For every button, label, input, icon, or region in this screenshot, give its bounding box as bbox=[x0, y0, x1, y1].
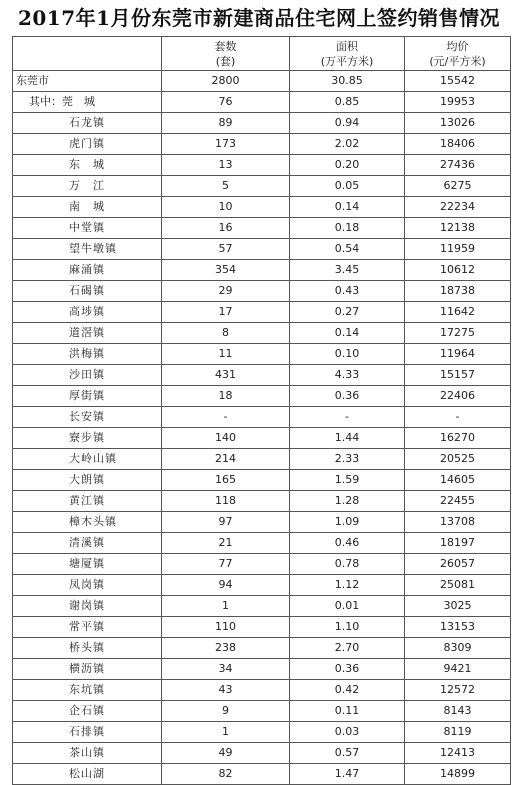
price-cell: 13153 bbox=[405, 617, 511, 638]
table-row bbox=[13, 155, 511, 176]
header-area-label: 面积 bbox=[336, 39, 358, 53]
area-cell: 0.85 bbox=[290, 92, 405, 113]
table-row bbox=[13, 92, 511, 113]
price-cell: 27436 bbox=[405, 155, 511, 176]
header-units bbox=[162, 37, 290, 71]
region-name-cell: 道滘镇 bbox=[13, 323, 162, 344]
area-cell: 2.33 bbox=[290, 449, 405, 470]
table-row bbox=[13, 407, 511, 428]
units-cell: 77 bbox=[162, 554, 290, 575]
region-name-cell: 石龙镇 bbox=[13, 113, 162, 134]
header-area bbox=[290, 37, 405, 71]
price-cell: 15542 bbox=[405, 71, 511, 92]
units-cell: 18 bbox=[162, 386, 290, 407]
table-row bbox=[13, 302, 511, 323]
area-cell: 1.47 bbox=[290, 764, 405, 785]
table-row bbox=[13, 638, 511, 659]
table-row bbox=[13, 533, 511, 554]
price-cell: 6275 bbox=[405, 176, 511, 197]
table-row bbox=[13, 659, 511, 680]
header-price bbox=[405, 37, 511, 71]
area-cell: 0.18 bbox=[290, 218, 405, 239]
table-row bbox=[13, 764, 511, 785]
units-cell: 173 bbox=[162, 134, 290, 155]
area-cell: 0.57 bbox=[290, 743, 405, 764]
price-cell: 8119 bbox=[405, 722, 511, 743]
table-row bbox=[13, 386, 511, 407]
region-name-cell: 沙田镇 bbox=[13, 365, 162, 386]
region-name-cell: 桥头镇 bbox=[13, 638, 162, 659]
region-name-cell: 麻涌镇 bbox=[13, 260, 162, 281]
price-cell: 12138 bbox=[405, 218, 511, 239]
units-cell: 17 bbox=[162, 302, 290, 323]
table-row bbox=[13, 743, 511, 764]
region-name-cell: 黄江镇 bbox=[13, 491, 162, 512]
area-cell: 30.85 bbox=[290, 71, 405, 92]
price-cell: 13026 bbox=[405, 113, 511, 134]
table-row bbox=[13, 176, 511, 197]
area-cell: 0.54 bbox=[290, 239, 405, 260]
region-name-cell: 企石镇 bbox=[13, 701, 162, 722]
price-cell: 3025 bbox=[405, 596, 511, 617]
table-row bbox=[13, 113, 511, 134]
region-name-cell: 横沥镇 bbox=[13, 659, 162, 680]
table-row bbox=[13, 701, 511, 722]
table-row bbox=[13, 260, 511, 281]
table-row bbox=[13, 449, 511, 470]
area-cell: 0.10 bbox=[290, 344, 405, 365]
area-cell: 0.46 bbox=[290, 533, 405, 554]
table-row bbox=[13, 134, 511, 155]
units-cell: - bbox=[162, 407, 290, 428]
units-cell: 140 bbox=[162, 428, 290, 449]
region-name-cell: 中堂镇 bbox=[13, 218, 162, 239]
table-row bbox=[13, 344, 511, 365]
header-area-unit: (万平方米) bbox=[320, 54, 374, 68]
area-cell: 0.42 bbox=[290, 680, 405, 701]
area-cell: 1.10 bbox=[290, 617, 405, 638]
table-row bbox=[13, 575, 511, 596]
units-cell: 94 bbox=[162, 575, 290, 596]
price-cell: 12413 bbox=[405, 743, 511, 764]
area-cell: 1.09 bbox=[290, 512, 405, 533]
units-cell: 11 bbox=[162, 344, 290, 365]
region-name-cell: 东莞市 bbox=[13, 71, 162, 92]
units-cell: 89 bbox=[162, 113, 290, 134]
price-cell: 18197 bbox=[405, 533, 511, 554]
table-row bbox=[13, 197, 511, 218]
area-cell: 0.03 bbox=[290, 722, 405, 743]
table-row bbox=[13, 71, 511, 92]
price-cell: 14899 bbox=[405, 764, 511, 785]
area-cell: 3.45 bbox=[290, 260, 405, 281]
price-cell: 11642 bbox=[405, 302, 511, 323]
table-row bbox=[13, 428, 511, 449]
region-name-cell: 洪梅镇 bbox=[13, 344, 162, 365]
units-cell: 214 bbox=[162, 449, 290, 470]
header-units-unit: (套) bbox=[215, 54, 236, 68]
price-cell: 10612 bbox=[405, 260, 511, 281]
units-cell: 21 bbox=[162, 533, 290, 554]
units-cell: 118 bbox=[162, 491, 290, 512]
price-cell: 25081 bbox=[405, 575, 511, 596]
header-units-label: 套数 bbox=[214, 39, 237, 53]
table-header-row bbox=[13, 37, 511, 71]
region-name-cell: 凤岗镇 bbox=[13, 575, 162, 596]
units-cell: 13 bbox=[162, 155, 290, 176]
table-row bbox=[13, 554, 511, 575]
region-name-cell: 清溪镇 bbox=[13, 533, 162, 554]
table-row bbox=[13, 596, 511, 617]
price-cell: 18738 bbox=[405, 281, 511, 302]
region-name-cell: 厚街镇 bbox=[13, 386, 162, 407]
region-name-cell: 谢岗镇 bbox=[13, 596, 162, 617]
price-cell: 22234 bbox=[405, 197, 511, 218]
units-cell: 238 bbox=[162, 638, 290, 659]
region-name-cell: 虎门镇 bbox=[13, 134, 162, 155]
units-cell: 34 bbox=[162, 659, 290, 680]
units-cell: 49 bbox=[162, 743, 290, 764]
region-name-cell: 高埗镇 bbox=[13, 302, 162, 323]
region-name-cell: 寮步镇 bbox=[13, 428, 162, 449]
region-name-cell: 其中：莞 城 bbox=[13, 92, 162, 113]
price-cell: 8309 bbox=[405, 638, 511, 659]
area-cell: 1.59 bbox=[290, 470, 405, 491]
units-cell: 1 bbox=[162, 596, 290, 617]
region-name-cell: 望牛墩镇 bbox=[13, 239, 162, 260]
area-cell: 1.12 bbox=[290, 575, 405, 596]
region-name-cell: 大岭山镇 bbox=[13, 449, 162, 470]
price-cell: - bbox=[405, 407, 511, 428]
area-cell: 4.33 bbox=[290, 365, 405, 386]
area-cell: 2.02 bbox=[290, 134, 405, 155]
units-cell: 16 bbox=[162, 218, 290, 239]
area-cell: - bbox=[290, 407, 405, 428]
units-cell: 354 bbox=[162, 260, 290, 281]
units-cell: 97 bbox=[162, 512, 290, 533]
price-cell: 12572 bbox=[405, 680, 511, 701]
price-cell: 22455 bbox=[405, 491, 511, 512]
area-cell: 0.14 bbox=[290, 323, 405, 344]
area-cell: 0.14 bbox=[290, 197, 405, 218]
area-cell: 0.36 bbox=[290, 659, 405, 680]
price-cell: 14605 bbox=[405, 470, 511, 491]
units-cell: 2800 bbox=[162, 71, 290, 92]
units-cell: 8 bbox=[162, 323, 290, 344]
price-cell: 22406 bbox=[405, 386, 511, 407]
region-name-cell: 南 城 bbox=[13, 197, 162, 218]
area-cell: 0.43 bbox=[290, 281, 405, 302]
area-cell: 1.28 bbox=[290, 491, 405, 512]
units-cell: 110 bbox=[162, 617, 290, 638]
area-cell: 0.11 bbox=[290, 701, 405, 722]
region-name-cell: 樟木头镇 bbox=[13, 512, 162, 533]
price-cell: 19953 bbox=[405, 92, 511, 113]
units-cell: 76 bbox=[162, 92, 290, 113]
units-cell: 5 bbox=[162, 176, 290, 197]
table-row bbox=[13, 512, 511, 533]
price-cell: 17275 bbox=[405, 323, 511, 344]
region-name-cell: 茶山镇 bbox=[13, 743, 162, 764]
table-body bbox=[13, 71, 511, 785]
region-name-cell: 石碣镇 bbox=[13, 281, 162, 302]
header-price-label: 均价 bbox=[446, 39, 469, 53]
page-title: 2017年1月份东莞市新建商品住宅网上签约销售情况 bbox=[17, 6, 501, 30]
table-row bbox=[13, 722, 511, 743]
units-cell: 57 bbox=[162, 239, 290, 260]
units-cell: 29 bbox=[162, 281, 290, 302]
area-cell: 0.94 bbox=[290, 113, 405, 134]
sales-table bbox=[12, 36, 511, 785]
table-row bbox=[13, 617, 511, 638]
units-cell: 10 bbox=[162, 197, 290, 218]
area-cell: 0.27 bbox=[290, 302, 405, 323]
table-row bbox=[13, 281, 511, 302]
region-name-cell: 长安镇 bbox=[13, 407, 162, 428]
area-cell: 0.05 bbox=[290, 176, 405, 197]
table-row bbox=[13, 239, 511, 260]
price-cell: 13708 bbox=[405, 512, 511, 533]
region-name-cell: 松山湖 bbox=[13, 764, 162, 785]
price-cell: 16270 bbox=[405, 428, 511, 449]
table-row bbox=[13, 323, 511, 344]
table-row bbox=[13, 365, 511, 386]
area-cell: 0.78 bbox=[290, 554, 405, 575]
units-cell: 431 bbox=[162, 365, 290, 386]
price-cell: 18406 bbox=[405, 134, 511, 155]
table-row bbox=[13, 218, 511, 239]
table-row bbox=[13, 680, 511, 701]
table-row bbox=[13, 470, 511, 491]
region-name-cell: 石排镇 bbox=[13, 722, 162, 743]
area-cell: 0.36 bbox=[290, 386, 405, 407]
region-name-cell: 东坑镇 bbox=[13, 680, 162, 701]
units-cell: 1 bbox=[162, 722, 290, 743]
area-cell: 0.01 bbox=[290, 596, 405, 617]
price-cell: 20525 bbox=[405, 449, 511, 470]
units-cell: 165 bbox=[162, 470, 290, 491]
header-price-unit: (元/平方米) bbox=[429, 54, 486, 68]
header-region bbox=[13, 37, 162, 71]
region-name-cell: 万 江 bbox=[13, 176, 162, 197]
price-cell: 9421 bbox=[405, 659, 511, 680]
price-cell: 26057 bbox=[405, 554, 511, 575]
units-cell: 43 bbox=[162, 680, 290, 701]
region-name-cell: 大朗镇 bbox=[13, 470, 162, 491]
price-cell: 15157 bbox=[405, 365, 511, 386]
price-cell: 11959 bbox=[405, 239, 511, 260]
price-cell: 11964 bbox=[405, 344, 511, 365]
units-cell: 9 bbox=[162, 701, 290, 722]
area-cell: 1.44 bbox=[290, 428, 405, 449]
table-row bbox=[13, 491, 511, 512]
units-cell: 82 bbox=[162, 764, 290, 785]
area-cell: 0.20 bbox=[290, 155, 405, 176]
region-name-cell: 常平镇 bbox=[13, 617, 162, 638]
region-name-cell: 塘厦镇 bbox=[13, 554, 162, 575]
area-cell: 2.70 bbox=[290, 638, 405, 659]
price-cell: 8143 bbox=[405, 701, 511, 722]
region-name-cell: 东 城 bbox=[13, 155, 162, 176]
